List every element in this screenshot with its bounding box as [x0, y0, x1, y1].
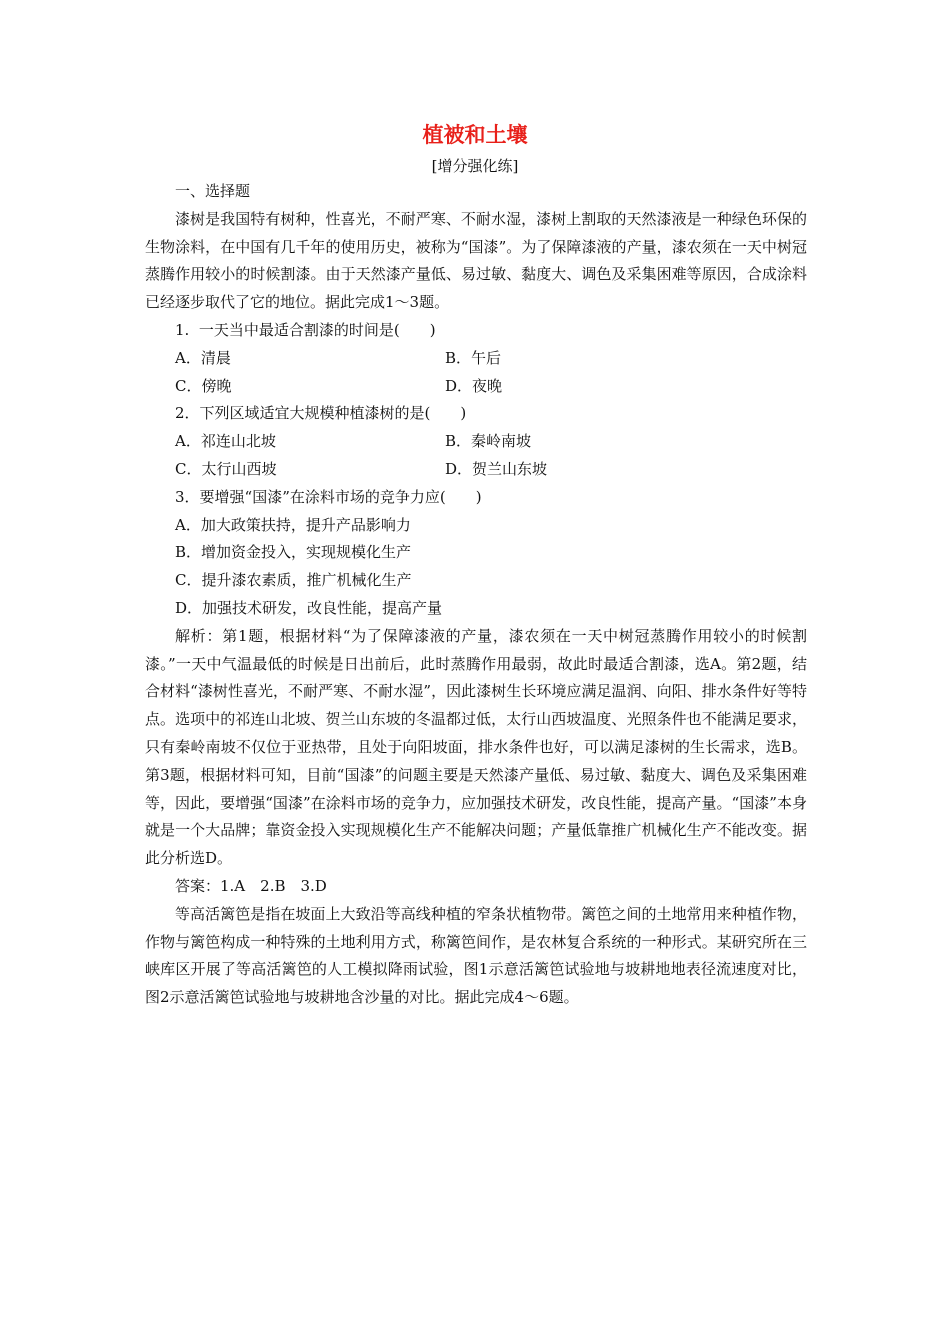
question-1-option-b: B．午后 [445, 348, 502, 367]
question-1-options-row-2 [145, 373, 807, 401]
question-2-option-c: C．太行山西坡 [175, 459, 277, 478]
analysis-paragraph: 解析：第1题，根据材料“为了保障漆液的产量，漆农须在一天中树冠蒸腾作用较小的时候割漆。”一天中气温最低的时候是日出前后，此时蒸腾作用最弱，故此时最适合割漆，选A。第2题，结合材料“漆树性喜光，不耐严寒、不耐水湿”，因此漆树生长环境应满足温润、向阳、排水条件好等特点。选项中的祁连山北坡、贺兰山东坡的冬温都过低，太行山西坡温度、光照条件也不能满足要求，只有秦岭南坡不仅位于亚热带，且处于向阳坡面，排水条件也好，可以满足漆树的生长需求，选B。第3题，根据材料可知，目前“国漆”的问题主要是天然漆产量低、易过敏、黏度大、调色及采集困难等，因此，要增强“国漆”在涂料市场的竞争力，应加强技术研发，改良性能，提高产量。“国漆”本身就是一个大品牌；靠资金投入实现规模化生产不能解决问题；产量低靠推广机械化生产不能改变。据此分析选D。 [145, 626, 807, 868]
question-1-option-c: C．傍晚 [175, 376, 232, 395]
question-2-stem: 2．下列区域适宜大规模种植漆树的是( ) [175, 404, 467, 423]
question-2-option-a: A．祁连山北坡 [175, 432, 276, 451]
material-paragraph-2: 等高活篱笆是指在坡面上大致沿等高线种植的窄条状植物带。篱笆之间的土地常用来种植作物，作物与篱笆构成一种特殊的土地利用方式，称篱笆间作，是农林复合系统的一种形式。某研究所在三峡库区开展了等高活篱笆的人工模拟降雨试验，图1示意活篱笆试验地与坡耕地地表径流速度对比，图2示意活篱笆试验地与坡耕地含沙量的对比。据此完成4～6题。 [145, 904, 807, 1007]
question-2-options-row-1 [145, 428, 807, 456]
question-2-options-row-2 [145, 456, 807, 484]
question-2-option-d: D．贺兰山东坡 [445, 459, 548, 478]
page-subtitle: [增分强化练] [431, 157, 519, 175]
answer-line: 答案：1.A 2.B 3.D [175, 876, 327, 895]
section-heading: 一、选择题 [175, 182, 251, 200]
page-title: 植被和土壤 [422, 123, 528, 147]
question-1-options-row-1 [145, 345, 807, 373]
question-3-option-a: A．加大政策扶持，提升产品影响力 [175, 515, 411, 534]
question-3-option-d: D．加强技术研发，改良性能，提高产量 [175, 598, 443, 617]
question-3-option-b: B．增加资金投入，实现规模化生产 [175, 543, 412, 562]
question-1-option-a: A．清晨 [175, 348, 231, 367]
question-3-option-c: C．提升漆农素质，推广机械化生产 [175, 571, 412, 590]
question-2-option-b: B．秦岭南坡 [445, 432, 532, 451]
question-3-stem: 3．要增强“国漆”在涂料市场的竞争力应( ) [175, 487, 482, 506]
material-paragraph-1: 漆树是我国特有树种，性喜光，不耐严寒、不耐水湿，漆树上割取的天然漆液是一种绿色环保的生物涂料，在中国有几千年的使用历史，被称为“国漆”。为了保障漆液的产量，漆农须在一天中树冠蒸腾作用较小的时候割漆。由于天然漆产量低、易过敏、黏度大、调色及采集困难等原因，合成涂料已经逐步取代了它的地位。据此完成1～3题。 [145, 209, 807, 312]
document-body [145, 178, 807, 1012]
question-1-option-d: D．夜晚 [445, 376, 503, 395]
question-1-stem: 1. 一天当中最适合割漆的时间是( ) [175, 320, 436, 339]
